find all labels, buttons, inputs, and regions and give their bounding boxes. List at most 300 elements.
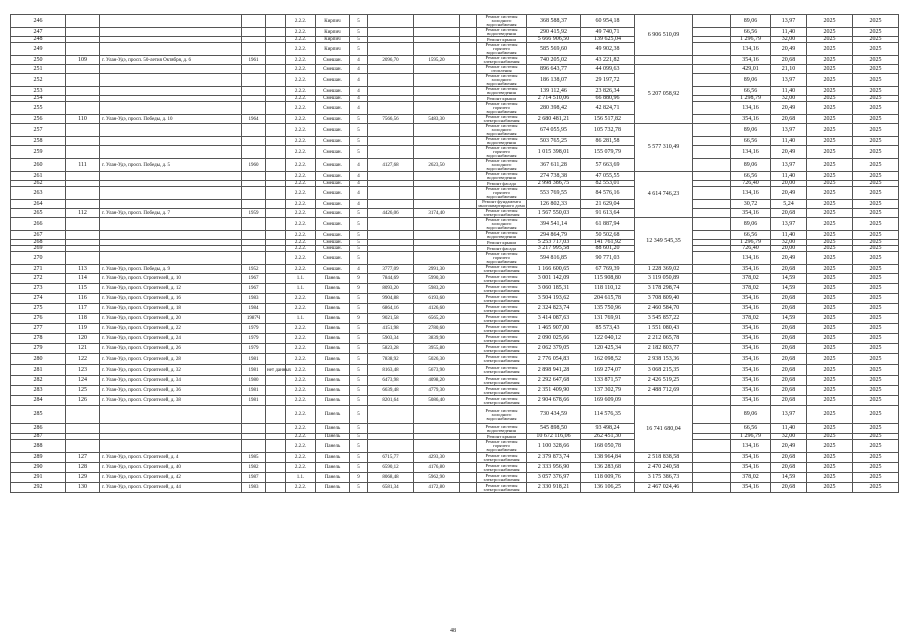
work-cost: 3 414 087,63: [527, 314, 581, 324]
wall-material: Панель: [316, 294, 350, 304]
house-address: [100, 43, 242, 56]
wall-code: 2.2.2.: [286, 265, 316, 274]
area-living: 5086,40: [414, 396, 460, 406]
house-address: г. Улан-Удэ, просп. Победы, д. 10: [100, 115, 242, 124]
house-total-cost: 2 467 024,46: [635, 483, 693, 493]
blank-cell: [693, 252, 731, 265]
house-total-cost: 2 938 153,36: [635, 354, 693, 365]
year-built: 1981: [242, 365, 266, 376]
row-number: 264: [11, 200, 66, 209]
control-cost: 118 110,12: [581, 284, 635, 294]
work-cost: 594 816,85: [527, 252, 581, 265]
work-cost: 553 769,55: [527, 187, 581, 200]
row-number: 277: [11, 324, 66, 334]
floors-count: 5: [350, 43, 368, 56]
unit-norm: 354,16: [731, 265, 771, 274]
blank-cell: [460, 365, 477, 376]
row-number: 285: [11, 406, 66, 424]
area-living: [414, 200, 460, 209]
unit-rate: 20,68: [771, 265, 807, 274]
house-number: [66, 65, 100, 74]
house-number: 117: [66, 304, 100, 314]
control-cost: 136 283,68: [581, 463, 635, 473]
table-row: [11, 218, 899, 231]
floors-count: 5: [350, 115, 368, 124]
floors-count: 5: [350, 483, 368, 493]
work-type: Ремонт системы электроснабжения: [477, 115, 527, 124]
blank-cell: [460, 28, 477, 37]
unit-norm: 89,06: [731, 74, 771, 87]
area-total: [368, 440, 414, 453]
unit-rate: 20,68: [771, 396, 807, 406]
control-cost: 66 880,96: [581, 96, 635, 102]
year-built: 1987Ч: [242, 314, 266, 324]
year-built: [242, 231, 266, 240]
blank-cell: [693, 209, 731, 218]
row-number: 290: [11, 463, 66, 473]
extra-note: [266, 294, 286, 304]
extra-note: [266, 65, 286, 74]
house-address: [100, 74, 242, 87]
row-number: 291: [11, 473, 66, 483]
area-total: 9904,88: [368, 294, 414, 304]
control-cost: 114 576,35: [581, 406, 635, 424]
unit-rate: 14,59: [771, 473, 807, 483]
blank-cell: [693, 376, 731, 386]
blank-cell: [460, 56, 477, 65]
work-type: Ремонт фундамента многоквартирного дома: [478, 199, 525, 208]
blank-cell: [693, 43, 731, 56]
table-row: [11, 344, 899, 354]
year-start: 2025: [807, 187, 853, 200]
work-cost: 3 217 995,58: [527, 246, 581, 252]
work-type: Ремонт системы водоотведения: [477, 28, 527, 37]
unit-rate: 21,10: [771, 65, 807, 74]
control-cost: 162 098,52: [581, 354, 635, 365]
area-total: [368, 187, 414, 200]
work-cost: 2 351 409,90: [527, 386, 581, 396]
wall-code: 2.2.2.: [286, 187, 316, 200]
unit-rate: 20,68: [771, 453, 807, 463]
control-cost: 115 908,80: [581, 274, 635, 284]
unit-rate: 20,68: [771, 209, 807, 218]
unit-rate: 20,68: [771, 483, 807, 493]
house-address: г. Улан-Удэ, просп. Строителей, д. 16: [100, 294, 242, 304]
house-number: 115: [66, 284, 100, 294]
table-row: [11, 74, 899, 87]
control-cost: 29 197,72: [581, 74, 635, 87]
blank-cell: [693, 406, 731, 424]
row-number: 266: [11, 218, 66, 231]
unit-rate: 14,59: [771, 274, 807, 284]
work-cost: 139 112,46: [527, 87, 581, 96]
house-address: г. Улан-Удэ, просп. Строителей, д. 18: [100, 304, 242, 314]
house-address: г. Улан-Удэ, просп. Строителей, д. 24: [100, 334, 242, 344]
floors-count: 5: [350, 424, 368, 434]
work-type: Ремонт системы электроснабжения: [477, 365, 527, 376]
year-built: [242, 124, 266, 137]
table-row: [11, 56, 899, 65]
extra-note: [266, 274, 286, 284]
year-start: 2025: [807, 434, 853, 440]
work-type: Ремонт системы холодного водоснабжения: [477, 74, 527, 87]
wall-code: 2.2.2.: [286, 324, 316, 334]
work-cost: 740 205,02: [527, 56, 581, 65]
table-row: [11, 172, 899, 181]
wall-code: 2.2.2.: [286, 440, 316, 453]
unit-norm: 354,16: [731, 324, 771, 334]
year-end: 2025: [853, 473, 899, 483]
unit-norm: 354,16: [731, 354, 771, 365]
wall-code: 2.2.2.: [286, 200, 316, 209]
area-total: [368, 28, 414, 37]
floors-count: 4: [350, 102, 368, 115]
year-start: 2025: [807, 473, 853, 483]
year-start: 2025: [807, 314, 853, 324]
unit-norm: 89,06: [731, 218, 771, 231]
floors-count: 5: [350, 324, 368, 334]
year-built: [242, 440, 266, 453]
year-start: 2025: [807, 406, 853, 424]
extra-note: [266, 124, 286, 137]
year-start: 2025: [807, 209, 853, 218]
blank-cell: [460, 334, 477, 344]
wall-code: 2.2.2.: [286, 124, 316, 137]
house-total-cost: 2 182 803,77: [635, 344, 693, 354]
work-cost: 3 504 193,62: [527, 294, 581, 304]
house-total-cost: 3 119 050,89: [635, 274, 693, 284]
control-cost: 44 099,63: [581, 65, 635, 74]
work-cost: 5 666 906,50: [527, 37, 581, 43]
year-start: 2025: [807, 246, 853, 252]
work-cost: 2 904 678,66: [527, 396, 581, 406]
row-number: 287: [11, 434, 66, 440]
year-end: 2025: [853, 424, 899, 434]
unit-norm: 354,16: [731, 463, 771, 473]
year-end: 2025: [853, 386, 899, 396]
wall-code: 1.1.: [286, 284, 316, 294]
house-number: [66, 172, 100, 181]
extra-note: [266, 252, 286, 265]
house-address: [100, 65, 242, 74]
work-type: Ремонт системы электроснабжения: [477, 473, 527, 483]
table-row: [11, 87, 899, 96]
wall-material: Смешан.: [316, 246, 350, 252]
row-number: 278: [11, 334, 66, 344]
year-built: [242, 218, 266, 231]
floors-count: 5: [350, 304, 368, 314]
unit-rate: 11,40: [771, 424, 807, 434]
blank-cell: [693, 284, 731, 294]
blank-cell: [693, 294, 731, 304]
area-total: [368, 218, 414, 231]
house-address: г. Улан-Удэ, просп. Строителей, д. 42: [100, 473, 242, 483]
extra-note: [266, 406, 286, 424]
year-built: 1959: [242, 209, 266, 218]
blank-cell: [693, 365, 731, 376]
house-number: 113: [66, 265, 100, 274]
extra-note: [266, 187, 286, 200]
table-row: [11, 453, 899, 463]
wall-material: Панель: [316, 324, 350, 334]
floors-count: 4: [350, 65, 368, 74]
house-number: [66, 252, 100, 265]
work-type: Ремонт системы электроснабжения: [477, 463, 527, 473]
table-row: [11, 159, 899, 172]
area-total: [368, 15, 414, 28]
area-total: 9021,58: [368, 314, 414, 324]
row-number: 248: [11, 37, 66, 43]
wall-code: 1.1.: [286, 274, 316, 284]
work-type: Ремонт системы горячего водоснабжения: [477, 440, 527, 453]
house-number: 109: [66, 56, 100, 65]
row-number: 262: [11, 181, 66, 187]
table-row: [11, 274, 899, 284]
house-address: [100, 172, 242, 181]
control-cost: 168 050,78: [581, 440, 635, 453]
year-start: 2025: [807, 124, 853, 137]
control-cost: 120 425,34: [581, 344, 635, 354]
blank-cell: [693, 218, 731, 231]
extra-note: [266, 74, 286, 87]
extra-note: [266, 159, 286, 172]
extra-note: [266, 56, 286, 65]
control-cost: 135 750,96: [581, 304, 635, 314]
house-address: [100, 146, 242, 159]
work-cost: 394 541,14: [527, 218, 581, 231]
wall-material: Панель: [316, 440, 350, 453]
control-cost: 60 954,18: [581, 15, 635, 28]
year-start: 2025: [807, 65, 853, 74]
wall-code: 2.2.2.: [286, 240, 316, 246]
year-end: 2025: [853, 406, 899, 424]
area-total: 6581,34: [368, 483, 414, 493]
extra-note: [266, 386, 286, 396]
area-living: 4176,80: [414, 463, 460, 473]
extra-note: [266, 463, 286, 473]
year-start: 2025: [807, 15, 853, 28]
extra-note: [266, 424, 286, 434]
year-start: 2025: [807, 344, 853, 354]
floors-count: 5: [350, 218, 368, 231]
wall-material: Панель: [316, 396, 350, 406]
work-cost: 368 588,37: [527, 15, 581, 28]
area-total: 7838,92: [368, 354, 414, 365]
year-end: 2025: [853, 181, 899, 187]
wall-code: 2.2.2.: [286, 172, 316, 181]
house-address: г. Улан-Удэ, просп. Строителей, д. 36: [100, 386, 242, 396]
work-type: Ремонт системы электроснабжения: [477, 453, 527, 463]
unit-rate: 20,68: [771, 304, 807, 314]
year-end: 2025: [853, 284, 899, 294]
year-end: 2025: [853, 453, 899, 463]
house-total-cost: 1 551 080,43: [635, 324, 693, 334]
extra-note: [266, 344, 286, 354]
unit-norm: 66,56: [731, 28, 771, 37]
row-number: 265: [11, 209, 66, 218]
work-type: Ремонт системы холодного водоснабжения: [477, 15, 527, 28]
area-total: 7566,56: [368, 115, 414, 124]
year-start: 2025: [807, 274, 853, 284]
year-start: 2025: [807, 56, 853, 65]
blank-cell: [460, 473, 477, 483]
row-number: 252: [11, 74, 66, 87]
wall-material: Панель: [316, 354, 350, 365]
house-total-cost: 6 906 510,09: [635, 15, 693, 56]
area-living: 4779,30: [414, 386, 460, 396]
table-row: [11, 424, 899, 434]
year-end: 2025: [853, 434, 899, 440]
year-built: 1981: [242, 396, 266, 406]
extra-note: [266, 146, 286, 159]
wall-material: Кирпич: [316, 28, 350, 37]
blank-cell: [460, 324, 477, 334]
control-cost: 88 601,20: [581, 246, 635, 252]
wall-material: Панель: [316, 284, 350, 294]
unit-norm: 30,72: [731, 200, 771, 209]
year-start: 2025: [807, 181, 853, 187]
extra-note: [266, 440, 286, 453]
year-built: 1982: [242, 463, 266, 473]
unit-norm: 134,16: [731, 187, 771, 200]
unit-norm: 134,16: [731, 43, 771, 56]
year-end: 2025: [853, 324, 899, 334]
house-address: [100, 102, 242, 115]
work-cost: 2 379 873,74: [527, 453, 581, 463]
wall-code: 2.2.2.: [286, 102, 316, 115]
extra-note: [266, 137, 286, 146]
blank-cell: [460, 146, 477, 159]
work-cost: 2 998 386,75: [527, 181, 581, 187]
area-total: 5823,28: [368, 344, 414, 354]
floors-count: 5: [350, 137, 368, 146]
table-row: [11, 440, 899, 453]
house-address: г. Улан-Удэ, просп. Строителей, д. 32: [100, 365, 242, 376]
work-type: Ремонт крыши: [477, 96, 527, 102]
work-cost: 2 062 379,05: [527, 344, 581, 354]
table-row: [11, 284, 899, 294]
control-cost: 136 106,25: [581, 483, 635, 493]
wall-material: Смешан.: [316, 115, 350, 124]
house-total-cost: 1 228 369,02: [635, 265, 693, 274]
house-number: 123: [66, 365, 100, 376]
blank-cell: [460, 124, 477, 137]
house-number: 126: [66, 396, 100, 406]
year-start: 2025: [807, 396, 853, 406]
row-number: 257: [11, 124, 66, 137]
floors-count: 4: [350, 187, 368, 200]
house-address: [100, 406, 242, 424]
year-end: 2025: [853, 344, 899, 354]
wall-material: Панель: [316, 334, 350, 344]
blank-cell: [460, 424, 477, 434]
wall-code: 2.2.2.: [286, 137, 316, 146]
floors-count: 5: [350, 246, 368, 252]
wall-code: 2.2.2.: [286, 304, 316, 314]
wall-material: Панель: [316, 406, 350, 424]
wall-material: Смешан.: [316, 102, 350, 115]
wall-material: Панель: [316, 376, 350, 386]
blank-cell: [693, 231, 731, 240]
unit-norm: 378,02: [731, 473, 771, 483]
blank-cell: [693, 424, 731, 434]
blank-cell: [460, 231, 477, 240]
blank-cell: [693, 344, 731, 354]
house-address: г. Улан-Удэ, просп. Строителей, д. 12: [100, 284, 242, 294]
area-living: 5962,90: [414, 473, 460, 483]
work-type: Ремонт системы водоотведения: [477, 137, 527, 146]
floors-count: 4: [350, 159, 368, 172]
floors-count: 9: [350, 274, 368, 284]
table-row: [11, 209, 899, 218]
work-cost: 1 166 600,65: [527, 265, 581, 274]
work-cost: 3 001 142,09: [527, 274, 581, 284]
wall-material: Панель: [316, 424, 350, 434]
year-built: 1979: [242, 334, 266, 344]
area-living: [414, 440, 460, 453]
year-end: 2025: [853, 124, 899, 137]
row-number: 272: [11, 274, 66, 284]
year-built: [242, 424, 266, 434]
wall-material: Кирпич: [316, 37, 350, 43]
control-cost: 50 502,68: [581, 231, 635, 240]
area-total: [368, 74, 414, 87]
wall-material: Смешан.: [316, 209, 350, 218]
house-address: г. Улан-Удэ, просп. 50-летия Октября, д. 6: [100, 56, 242, 65]
area-living: 2623,50: [414, 159, 460, 172]
wall-code: 2.2.2.: [286, 181, 316, 187]
work-cost: 2 776 054,83: [527, 354, 581, 365]
year-built: 1987: [242, 473, 266, 483]
wall-material: Кирпич: [316, 43, 350, 56]
wall-code: 2.2.2.: [286, 376, 316, 386]
blank-cell: [460, 74, 477, 87]
area-living: [414, 74, 460, 87]
floors-count: 5: [350, 240, 368, 246]
unit-norm: 429,01: [731, 65, 771, 74]
house-number: 121: [66, 344, 100, 354]
wall-material: Кирпич: [316, 15, 350, 28]
work-cost: 1 015 398,01: [527, 146, 581, 159]
wall-material: Панель: [316, 463, 350, 473]
wall-material: Панель: [316, 434, 350, 440]
control-cost: 91 613,64: [581, 209, 635, 218]
area-living: [414, 65, 460, 74]
unit-rate: 11,40: [771, 87, 807, 96]
blank-cell: [460, 252, 477, 265]
unit-rate: 20,00: [771, 181, 807, 187]
work-cost: 2 680 481,21: [527, 115, 581, 124]
year-end: 2025: [853, 334, 899, 344]
area-total: [368, 124, 414, 137]
work-type: Ремонт фасада: [477, 181, 527, 187]
blank-cell: [460, 314, 477, 324]
blank-cell: [693, 137, 731, 146]
floors-count: 5: [350, 28, 368, 37]
year-start: 2025: [807, 159, 853, 172]
work-cost: 674 055,95: [527, 124, 581, 137]
table-row: [11, 187, 899, 200]
year-built: [242, 43, 266, 56]
area-total: [368, 102, 414, 115]
unit-norm: 1 296,79: [731, 240, 771, 246]
year-end: 2025: [853, 65, 899, 74]
house-total-cost: 2 470 240,58: [635, 463, 693, 473]
control-cost: 86 281,58: [581, 137, 635, 146]
wall-code: 2.2.2.: [286, 115, 316, 124]
floors-count: 5: [350, 146, 368, 159]
row-number: 258: [11, 137, 66, 146]
